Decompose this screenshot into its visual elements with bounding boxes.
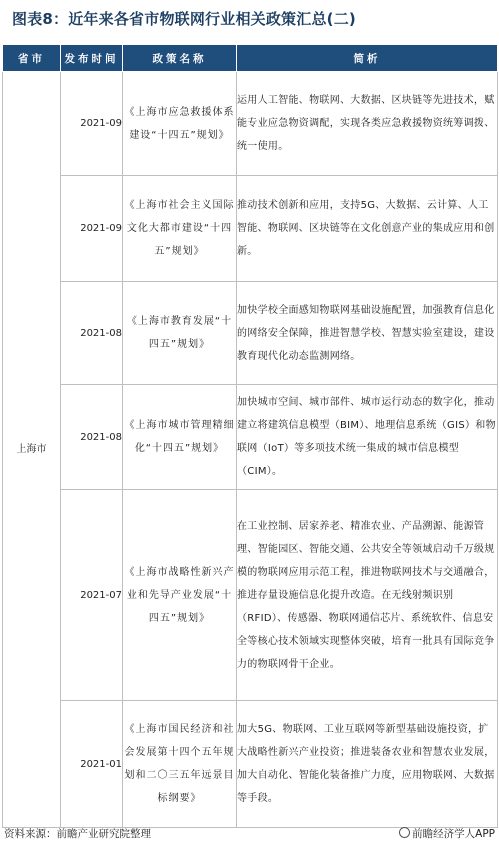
- table-row: [3, 385, 498, 490]
- date-cell: 2021-08: [61, 282, 123, 385]
- analysis-cell: 加快学校全面感知物联网基础设施配置，加强教育信息化的网络安全保障，推进智慧学校、智慧实验室建设，建设教育现代化动态监测网络。: [237, 282, 498, 385]
- analysis-cell: 加大5G、物联网、工业互联网等新型基础设施投资，扩大战略性新兴产业投资；推进装备农业和智慧农业发展，加大自动化、智能化装备推广力度，应用物联网、大数据等手段。: [237, 701, 498, 828]
- policy-name-cell: 《上海市国民经济和社会发展第十四个五年规划和二〇三五年远景目标纲要》: [123, 701, 237, 828]
- policy-name-cell: 《上海市城市管理精细化“十四五”规划》: [123, 385, 237, 490]
- table-row: [3, 176, 498, 282]
- brand-label: 前瞻经济学人APP: [412, 828, 495, 840]
- policy-table: [2, 44, 498, 828]
- date-cell: 2021-09: [61, 72, 123, 176]
- policy-name-cell: 《上海市社会主义国际文化大都市建设“十四五”规划》: [123, 176, 237, 282]
- header-policy-name: 政策名称: [123, 45, 237, 72]
- table-row: [3, 490, 498, 701]
- table-header-row: [3, 45, 498, 72]
- brand-logo-icon: [399, 827, 410, 838]
- header-province: 省市: [3, 45, 61, 72]
- policy-name-cell: 《上海市战略性新兴产业和先导产业发展“十四五”规划》: [123, 490, 237, 701]
- date-cell: 2021-01: [61, 701, 123, 828]
- date-cell: 2021-07: [61, 490, 123, 701]
- table-row: [3, 72, 498, 176]
- brand-label-wrap: [399, 826, 495, 841]
- analysis-cell: 推动技术创新和应用，支持5G、大数据、云计算、人工智能、物联网、区块链等在文化创意产业的集成应用和创新。: [237, 176, 498, 282]
- table-row: [3, 701, 498, 828]
- date-cell: 2021-09: [61, 176, 123, 282]
- policy-name-cell: 《上海市应急救援体系建设“十四五”规划》: [123, 72, 237, 176]
- table-row: [3, 282, 498, 385]
- page-title: 图表8：近年来各省市物联网行业相关政策汇总(二): [12, 10, 356, 28]
- analysis-cell: 加快城市空间、城市部件、城市运行动态的数字化，推动建立将建筑信息模型（BIM）、地理信息系统（GIS）和物联网（IoT）等多项技术统一集成的城市信息模型（CIM）。: [237, 385, 498, 490]
- province-cell: 上海市: [3, 72, 61, 828]
- policy-name-cell: 《上海市教育发展“十四五”规划》: [123, 282, 237, 385]
- date-cell: 2021-08: [61, 385, 123, 490]
- header-analysis: 简析: [237, 45, 498, 72]
- analysis-cell: 在工业控制、居家养老、精准农业、产品溯源、能源管理、智能园区、智能交通、公共安全等领域启动千万级规模的物联网应用示范工程，推进物联网技术与交通融合，推进存量设施信息化提升改造。在无线射频识别（RFID）、传感器、物联网通信芯片、系统软件、信息安全等核心技术领域实现整体突破，培育一批具有国际竞争力的物联网骨干企业。: [237, 490, 498, 701]
- header-date: 发布时间: [61, 45, 123, 72]
- analysis-cell: 运用人工智能、物联网、大数据、区块链等先进技术，赋能专业应急物资调配，实现各类应急救援物资统筹调拨、统一使用。: [237, 72, 498, 176]
- source-note: 资料来源：前瞻产业研究院整理: [4, 828, 151, 840]
